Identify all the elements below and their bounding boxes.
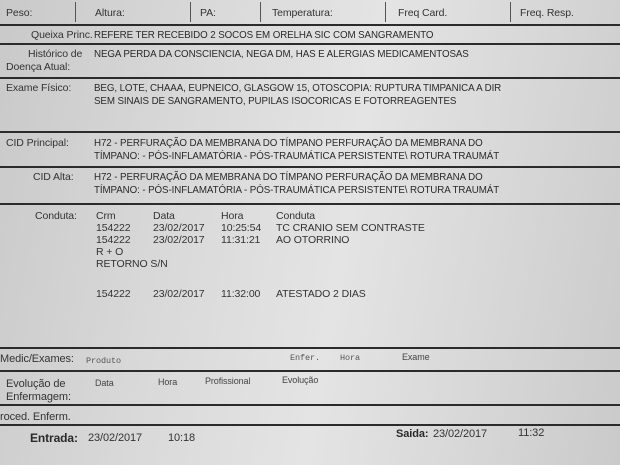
- evolucao-profissional-header: Profissional: [205, 376, 251, 386]
- entrada-label: Entrada:: [30, 431, 78, 445]
- exame-fisico-label: Exame Físico:: [6, 82, 72, 94]
- medic-exame-header: Exame: [402, 352, 430, 362]
- cid-alta-label: CID Alta:: [33, 171, 74, 183]
- vital-temperatura-label: Temperatura:: [272, 7, 333, 19]
- historico-label-1: Histórico de: [28, 48, 83, 60]
- saida-label: Saida:: [396, 428, 429, 440]
- divider: [260, 2, 261, 22]
- conduta-crm: 154222: [96, 222, 131, 234]
- conduta-crm: 154222: [96, 234, 131, 246]
- medic-exames-label: Medic/Exames:: [0, 353, 74, 365]
- conduta-data: 23/02/2017: [153, 222, 205, 234]
- vital-freq-resp-label: Freq. Resp.: [520, 7, 574, 19]
- cid-principal-line2: TÍMPANO: - PÓS-INFLAMATÓRIA - PÓS-TRAUMÁTICA PERSISTENTE\ ROTURA TRAUMÁT: [94, 150, 500, 162]
- saida-time: 11:32: [518, 427, 545, 439]
- conduta-header-conduta: Conduta: [276, 210, 315, 222]
- divider: [0, 347, 620, 349]
- divider: [0, 424, 620, 426]
- vital-pa-label: PA:: [200, 7, 216, 19]
- evolucao-hora-header: Hora: [158, 377, 178, 387]
- cid-alta-line1: H72 - PERFURAÇÃO DA MEMBRANA DO TÍMPANO PERFURAÇÃO DA MEMBRANA DO: [94, 171, 483, 183]
- divider: [385, 2, 386, 22]
- cid-principal-label: CID Principal:: [6, 137, 69, 149]
- conduta-header-data: Data: [153, 210, 175, 222]
- conduta-text: TC CRANIO SEM CONTRASTE: [276, 222, 425, 234]
- divider: [190, 2, 191, 22]
- conduta-note-1: R + O: [96, 246, 124, 258]
- conduta-note-2: RETORNO S/N: [96, 258, 168, 270]
- evolucao-evolucao-header: Evolução: [282, 375, 319, 385]
- exame-fisico-line2: SEM SINAIS DE SANGRAMENTO, PUPILAS ISOCORICAS E FOTORREAGENTES: [94, 95, 457, 107]
- proced-enferm-label: roced. Enferm.: [0, 411, 71, 423]
- conduta-data: 23/02/2017: [153, 288, 205, 300]
- divider: [0, 203, 620, 205]
- conduta-header-hora: Hora: [221, 210, 244, 222]
- cid-alta-line2: TÍMPANO: - PÓS-INFLAMATÓRIA - PÓS-TRAUMÁTICA PERSISTENTE\ ROTURA TRAUMÁT: [94, 184, 500, 196]
- conduta-hora: 11:32:00: [221, 288, 261, 300]
- conduta-hora: 11:31:21: [221, 234, 261, 246]
- divider: [0, 404, 620, 406]
- divider: [0, 43, 620, 45]
- conduta-text: AO OTORRINO: [276, 234, 350, 246]
- medic-enfer-header: Enfer.: [290, 353, 321, 363]
- vital-peso-label: Peso:: [6, 7, 33, 19]
- evolucao-data-header: Data: [95, 378, 114, 388]
- conduta-data: 23/02/2017: [153, 234, 205, 246]
- exame-fisico-line1: BEG, LOTE, CHAAA, EUPNEICO, GLASGOW 15, OTOSCOPIA: RUPTURA TIMPANICA A DIR: [94, 82, 502, 94]
- conduta-label: Conduta:: [35, 210, 77, 222]
- queixa-label: Queixa Princ.: [31, 29, 93, 41]
- saida-date: 23/02/2017: [433, 428, 488, 440]
- queixa-value: REFERE TER RECEBIDO 2 SOCOS EM ORELHA SIC COM SANGRAMENTO: [94, 29, 434, 41]
- evolucao-label-1: Evolução de: [6, 378, 66, 390]
- conduta-text: ATESTADO 2 DIAS: [276, 288, 366, 300]
- conduta-crm: 154222: [96, 288, 131, 300]
- evolucao-label-2: Enfermagem:: [6, 391, 71, 403]
- divider: [75, 2, 76, 22]
- divider: [0, 77, 620, 79]
- vital-altura-label: Altura:: [95, 7, 125, 19]
- conduta-hora: 10:25:54: [221, 222, 262, 234]
- divider: [0, 166, 620, 168]
- divider: [0, 370, 620, 372]
- historico-value: NEGA PERDA DA CONSCIENCIA, NEGA DM, HAS E ALERGIAS MEDICAMENTOSAS: [94, 48, 469, 60]
- medic-produto-header: Produto: [86, 356, 122, 366]
- divider: [510, 2, 511, 22]
- conduta-header-crm: Crm: [96, 210, 116, 222]
- vital-freq-card-label: Freq Card.: [398, 7, 448, 19]
- entrada-date: 23/02/2017: [88, 432, 143, 444]
- medic-hora-header: Hora: [340, 353, 361, 363]
- entrada-time: 10:18: [168, 432, 196, 444]
- divider: [0, 24, 620, 26]
- divider: [0, 131, 620, 133]
- cid-principal-line1: H72 - PERFURAÇÃO DA MEMBRANA DO TÍMPANO PERFURAÇÃO DA MEMBRANA DO: [94, 137, 483, 149]
- historico-label-2: Doença Atual:: [6, 61, 71, 73]
